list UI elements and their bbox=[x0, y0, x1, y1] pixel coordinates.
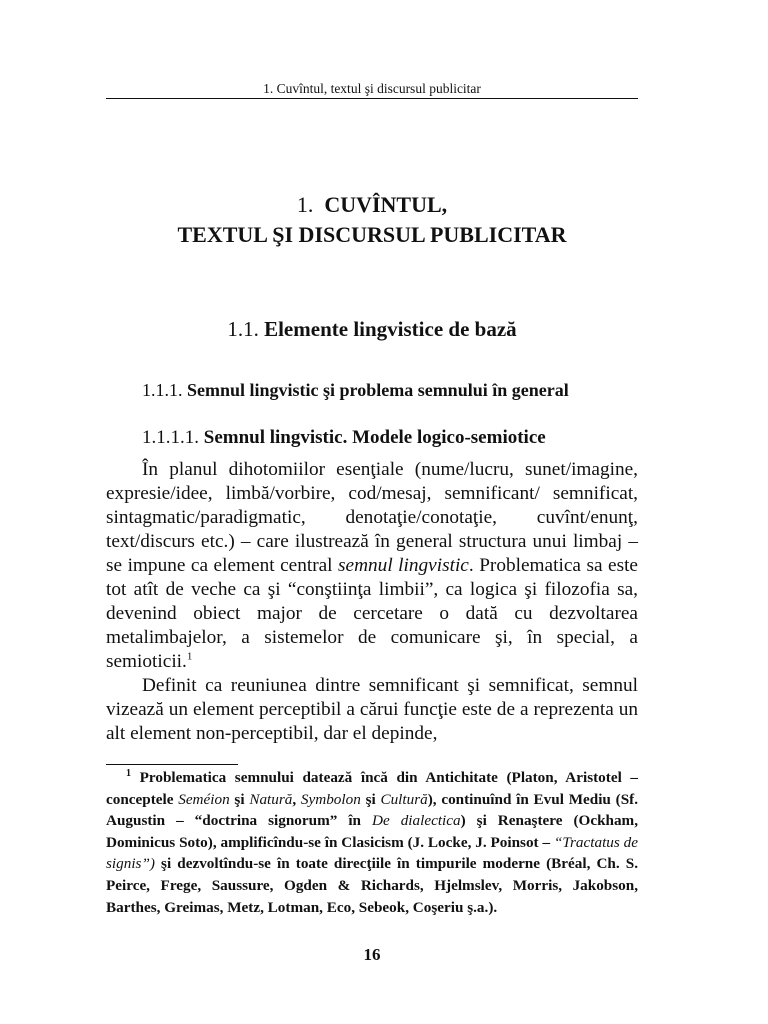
paragraph-1-italic: semnul lingvistic bbox=[338, 555, 469, 576]
chapter-title-first: CUVÎNTUL, bbox=[324, 192, 448, 217]
paragraph-1-start: În planul dihotomiilor esenţiale (nume/lucru, sunet/imagine, expresie/idee, limbă/vorbire, cod/mesaj, semnificant/ semnificat, sintagmatic/paradigmatic, denotaţie/conotaţie, cuvînt/enunţ, text/discurs etc.) – care ilustrează în general structura unui limbaj – se impune ca element central bbox=[106, 459, 638, 576]
footnote-italic: Cultură bbox=[380, 790, 428, 808]
footnote-italic: Natură bbox=[249, 790, 293, 808]
paragraph-1 bbox=[106, 458, 638, 674]
footnote-text: şi dezvoltîndu-se în toate direcţiile în timpurile moderne (Bréal, Ch. S. Peirce, Frege, Saussure, Ogden & Richards, Hjelmslev, Morris, Jakobson, Barthes, Greimas, Metz, Lotman, Eco, Sebeok, Coşeriu ş.a.). bbox=[106, 855, 638, 916]
footnote-text: Problematica semnului datează încă din Antichitate (Platon, Aristotel – conceptele bbox=[106, 769, 638, 808]
footnote-italic: “Tractatus de signis”) bbox=[106, 833, 638, 873]
paragraph-2: Definit ca reuniunea dintre semnificant şi semnificat, semnul vizează un element perceptibil a cărui funcţie este de a reprezenta un alt element non-perceptibil, dar el depinde, bbox=[106, 675, 638, 744]
paragraph-1-end: . Problematica sa este tot atît de veche ca şi “conştiinţa limbii”, ca logica şi filozofia sa, devenind obiect major de cercetare o dată cu dezvoltarea metalimbajelor, a sistemelor de comunicare şi, în special, a semioticii. bbox=[106, 555, 638, 672]
chapter-title-line1 bbox=[106, 190, 638, 220]
chapter-title-second: TEXTUL ŞI DISCURSUL PUBLICITAR bbox=[177, 222, 567, 247]
subsection-title: Semnul lingvistic şi problema semnului în general bbox=[187, 380, 569, 400]
body-text bbox=[106, 458, 638, 746]
footnote-text: şi bbox=[229, 790, 250, 808]
running-header: 1. Cuvîntul, textul şi discursul publicitar bbox=[263, 81, 481, 96]
footnote bbox=[106, 767, 638, 918]
footnote-rule bbox=[106, 764, 238, 765]
subsection-number: 1.1.1. bbox=[142, 380, 183, 400]
footnote-text: şi bbox=[360, 790, 381, 808]
footnote-marker: 1 bbox=[126, 767, 131, 779]
footnote-italic: De dialectica bbox=[372, 812, 461, 830]
subsection-heading bbox=[142, 378, 642, 402]
footnote-reference[interactable]: 1 bbox=[186, 650, 193, 663]
subsubsection-title: Semnul lingvistic. Modele logico-semiotice bbox=[203, 427, 546, 448]
section-number: 1.1. bbox=[227, 317, 259, 341]
chapter-title bbox=[106, 190, 638, 250]
section-title: Elemente lingvistice de bază bbox=[264, 317, 517, 341]
section-heading bbox=[106, 315, 638, 343]
footnote-text: , bbox=[292, 790, 301, 808]
header-rule bbox=[106, 98, 638, 99]
subsubsection-heading bbox=[142, 426, 642, 450]
footnote-text: ) şi Renaştere (Ockham, Dominicus Soto), amplificîndu-se în Clasicism (J. Locke, J. Poinsot – bbox=[106, 812, 638, 851]
footnote-italic: Symbolon bbox=[300, 790, 361, 808]
footnote-text: ), continuînd în Evul Mediu (Sf. Augustin – “doctrina signorum” în bbox=[106, 790, 638, 830]
subsubsection-number: 1.1.1.1. bbox=[142, 427, 199, 448]
page-number: 16 bbox=[363, 945, 381, 964]
footnote-italic: Seméion bbox=[178, 790, 230, 808]
chapter-number: 1. bbox=[296, 192, 314, 217]
